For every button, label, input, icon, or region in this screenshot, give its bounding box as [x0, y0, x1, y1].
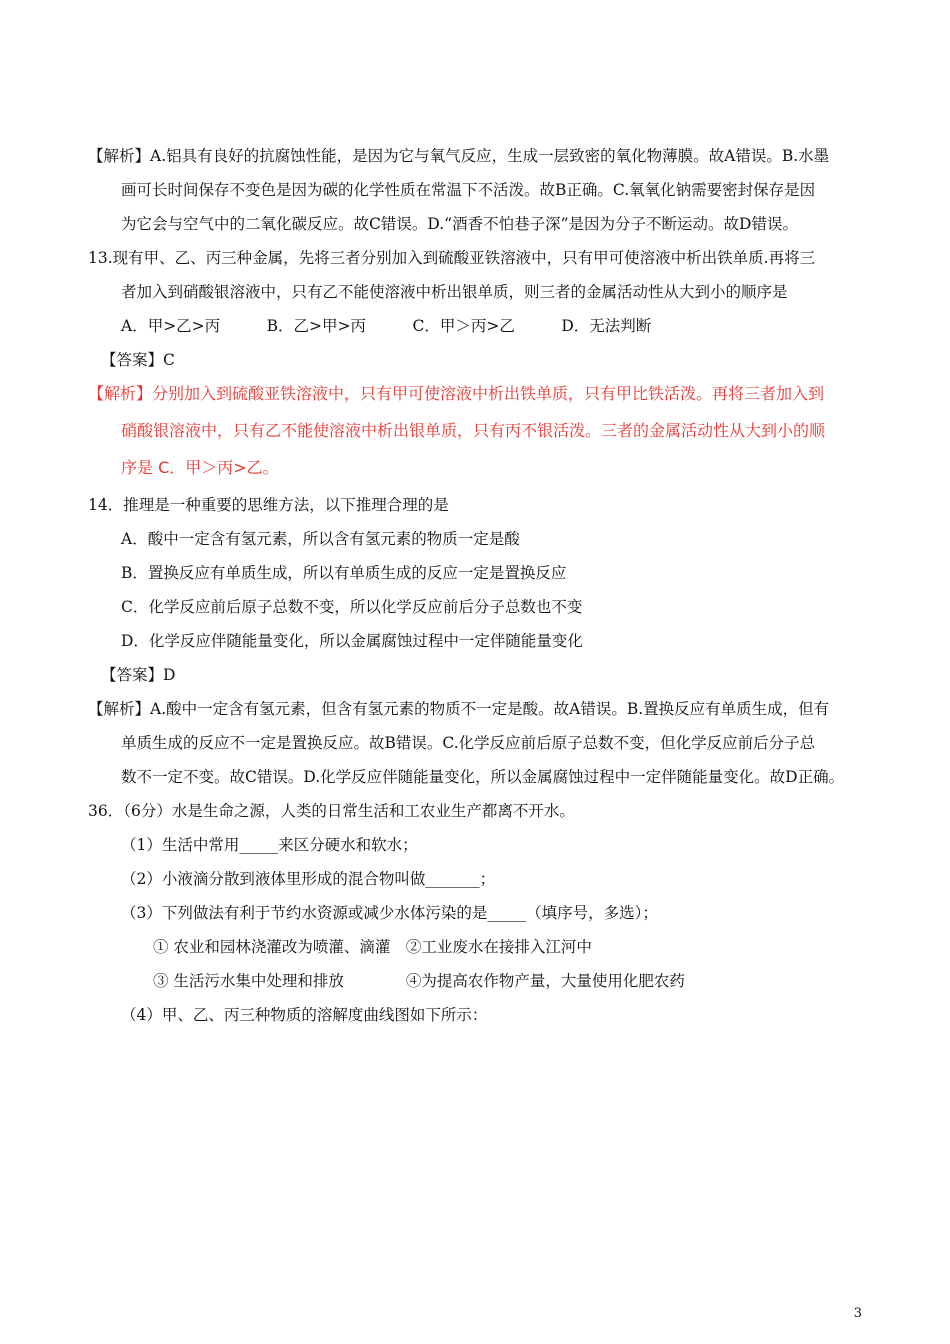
q13-answer: 【答案】C	[101, 351, 175, 369]
q14-option-b: B．置换反应有单质生成，所以有单质生成的反应一定是置换反应	[121, 564, 567, 582]
q36-part-2: （2）小液滴分散到液体里形成的混合物叫做_______；	[121, 870, 496, 888]
q14-option-a: A．酸中一定含有氢元素，所以含有氢元素的物质一定是酸	[121, 530, 520, 548]
q36-choices-line-2: ③ 生活污水集中处理和排放 ④为提高农作物产量，大量使用化肥农药	[153, 972, 685, 990]
q36-part-4: （4）甲、乙、丙三种物质的溶解度曲线图如下所示：	[121, 1006, 488, 1024]
q36-part-1: （1）生活中常用_____来区分硬水和软水；	[121, 836, 418, 854]
q36-part-3: （3）下列做法有利于节约水资源或减少水体污染的是_____（填序号，多选）；	[121, 904, 658, 922]
q14-answer: 【答案】D	[101, 666, 176, 684]
q12-analysis-line-1: 【解析】A.铝具有良好的抗腐蚀性能，是因为它与氧气反应，生成一层致密的氧化物薄膜。故A错误。B.水墨	[88, 147, 830, 165]
q13-analysis-line-1: 【解析】分别加入到硫酸亚铁溶液中，只有甲可使溶液中析出铁单质，只有甲比铁活泼。再将三者加入到	[88, 384, 825, 403]
q36-stem: 36．（6分）水是生命之源，人类的日常生活和工农业生产都离不开水。	[88, 802, 575, 820]
q13-analysis-line-2: 硝酸银溶液中，只有乙不能使溶液中析出银单质，只有丙不银活泼。三者的金属活动性从大到小的顺	[121, 421, 826, 440]
q12-analysis-line-3: 为它会与空气中的二氧化碳反应。故C错误。D.“酒香不怕巷子深”是因为分子不断运动。故D错误。	[121, 215, 798, 233]
q13-stem-line-1: 13.现有甲、乙、丙三种金属，先将三者分别加入到硫酸亚铁溶液中，只有甲可使溶液中析出铁单质.再将三	[88, 249, 816, 267]
q14-stem: 14．推理是一种重要的思维方法，以下推理合理的是	[88, 496, 449, 514]
q14-option-d: D．化学反应伴随能量变化，所以金属腐蚀过程中一定伴随能量变化	[121, 632, 583, 650]
q13-analysis-line-3: 序是 C．甲＞丙>乙。	[121, 458, 279, 477]
q14-analysis-line-2: 单质生成的反应不一定是置换反应。故B错误。C.化学反应前后原子总数不变，但化学反应前后分子总	[121, 734, 816, 752]
q12-analysis-line-2: 画可长时间保存不变色是因为碳的化学性质在常温下不活泼。故B正确。C.氧氧化钠需要密封保存是因	[121, 181, 816, 199]
q13-options: A．甲>乙>丙 B．乙>甲>丙 C．甲＞丙>乙 D．无法判断	[121, 317, 652, 335]
q14-analysis-line-3: 数不一定不变。故C错误。D.化学反应伴随能量变化，所以金属腐蚀过程中一定伴随能量变化。故D正确。	[121, 768, 845, 786]
q14-analysis-line-1: 【解析】A.酸中一定含有氢元素，但含有氢元素的物质不一定是酸。故A错误。B.置换反应有单质生成，但有	[88, 700, 830, 718]
page-number: 3	[853, 1306, 862, 1321]
q14-option-c: C．化学反应前后原子总数不变，所以化学反应前后分子总数也不变	[121, 598, 583, 616]
q13-stem-line-2: 者加入到硝酸银溶液中，只有乙不能使溶液中析出银单质，则三者的金属活动性从大到小的顺序是	[121, 283, 788, 301]
q36-choices-line-1: ① 农业和园林浇灌改为喷灌、滴灌 ②工业废水在接排入江河中	[153, 938, 592, 956]
